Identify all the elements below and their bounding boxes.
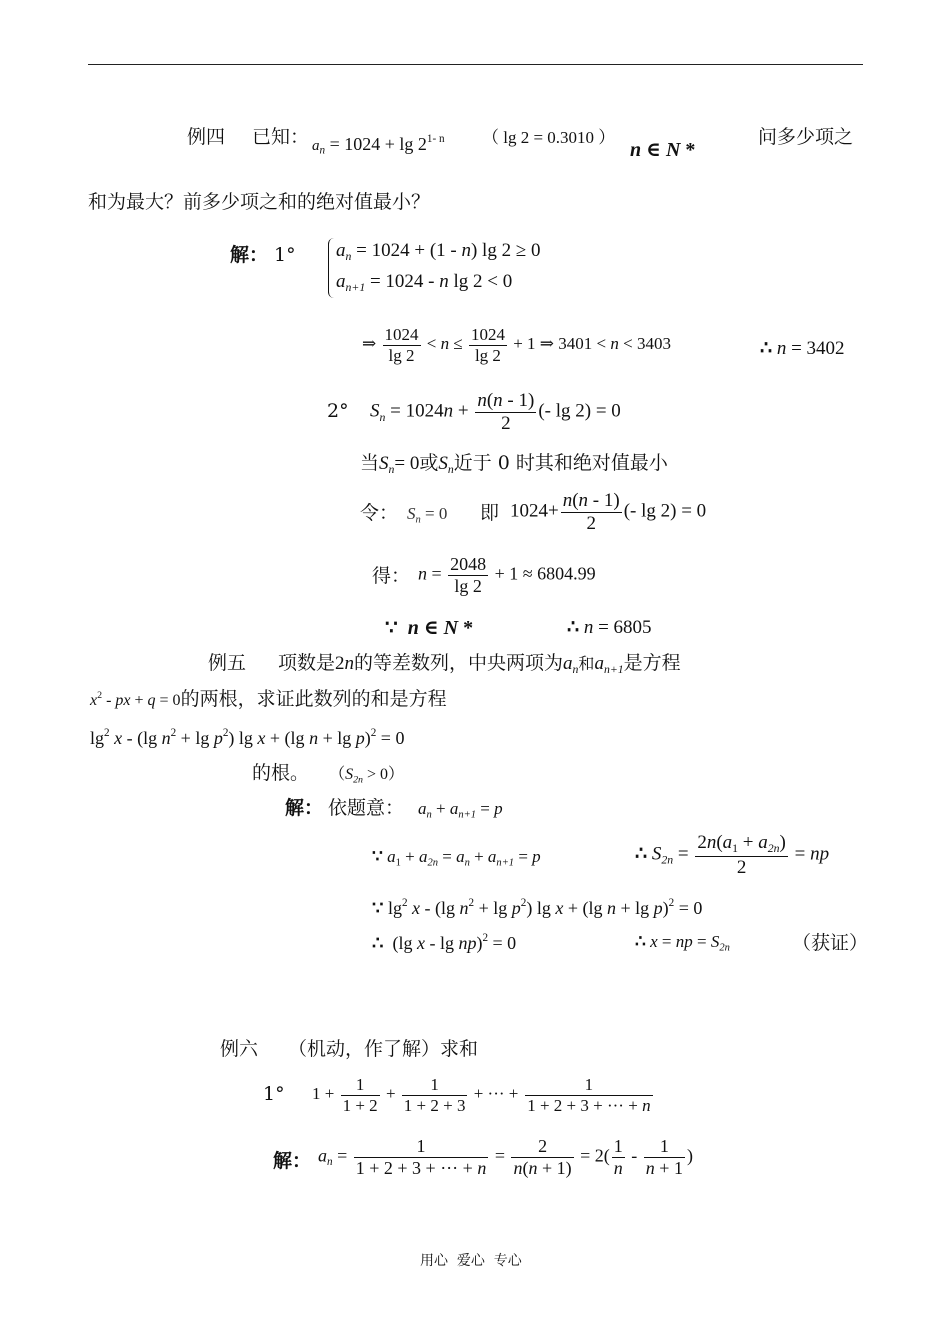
ex6-sum: 1 + $\frac{1}{1 + 2}$ + $\frac{1}{1 + 2 + 3}$ + ··· + $\frac{1}{1 + 2 + 3 + \cdot\cdot\cdot + n}$ [312,1075,655,1115]
ex6-solution-label: 解： [273,1150,312,1172]
ex4-given-formula: $a_n = 1024 + \lg 2^{1- n}$ [312,133,445,157]
ex4-because-domain: ∵ n ∈ N * [385,617,474,639]
ex4-sn-formula: $S_n = 1024n$ + $\frac{n(n - 1)}{2}$ (- lg 2) = 0 [370,390,621,434]
ex4-implication: ⇒ $\frac{1024}{\lg 2}$ < n ≤ $\frac{1024}{\lg 2}$ + 1 ⇒ 3401 < n < 3403 [362,325,671,365]
ex5-proved: （获证） [792,932,869,954]
ex4-result1: ∴ n = 3402 [760,338,845,359]
ex5-sol-intro-eq: $a_n + a_{n+1} = p$ [418,799,503,821]
ex4-let-label: 令： [360,502,399,524]
ex4-question-line1: 问多少项之 [758,126,854,148]
ex4-title: 例四 [187,126,226,148]
page-footer: 用心 爱心 专心 [420,1253,522,1269]
ex4-system-eq1: $a_n = 1024 + (1 - n)$ lg 2 ≥ 0 [336,240,541,264]
ex6-solution-eq: $a_n$ = $\frac{1}{1 + 2 + 3 + \cdot\cdot\cdot + n}$ = $\frac{2}{n(n + 1)}$ = 2( $\frac{1}{n}$ - $\frac{1}{n + 1}$ ) [318,1136,693,1178]
ex4-solution-label: 解： [230,244,269,266]
ex5-reason2: ∵ $\lg^2 x - (\lg$ $n^2 + \lg p^2$) lg x + (lg n + lg p)$^2$ = 0 [372,897,703,918]
ex5-equation: $\lg^2 x - (\lg$ $n^2 + \lg p^2$) lg x + (lg n + lg p)$^2$ = 0 [90,727,405,748]
ex4-ji-label: 即 [480,502,500,524]
ex4-ji-eq: 1024+ $\frac{n(n - 1)}{2}$ (- lg 2) = 0 [510,490,707,534]
ex4-de-eq: n = $\frac{2048}{\lg 2}$ + 1 ≈ 6804.99 [418,554,596,596]
ex4-step1-label: 1° [274,244,296,266]
ex6-step-label: 1° [263,1083,285,1105]
ex5-title: 例五 [208,652,247,674]
ex5-reason3: ∴ (lg x - lg np)$^2$ = 0 [372,932,517,953]
ex5-reason1b: ∴ $S_{2n}$ = $\frac{2n(a_1 + a_{2n})}{2}$ = np [635,832,830,878]
ex4-condition: （ lg 2 = 0.3010 ） [482,128,616,147]
ex5-line1: 项数是2n的等差数列，中央两项为$a_n$和$a_{n+1}$是方程 [278,652,681,677]
ex5-reason1: ∵ $a_1 + a_{2n} = a_n + a_{n+1} = p$ [372,847,541,869]
ex4-step2-label: 2° [327,400,349,422]
ex5-line2: $x^2$ - px + q = 0的两根，求证此数列的和是方程 [90,688,447,710]
ex5-sol-intro: 依题意： [328,797,405,819]
ex4-given-label: 已知： [252,126,310,148]
ex6-title: 例六 [220,1038,259,1060]
ex4-de-label: 得： [372,565,411,587]
ex4-result2: ∴ n = 6805 [567,617,652,638]
ex5-solution-label: 解： [285,797,324,819]
ex6-desc: （机动，作了解）求和 [288,1038,479,1060]
ex4-let-eq: $S_n = 0$ [407,504,448,526]
header-rule [88,64,863,65]
ex4-domain: n ∈ N * [630,139,696,161]
ex4-note: 当$S_n= 0$或$S_n$近于 0 时其和绝对值最小 [360,452,668,477]
ex5-line4: 的根。 $(S_{2n} > 0)$ [252,762,405,786]
ex5-reason3b: ∴ x = np = $S_{2n}$ [635,932,730,954]
ex4-question-line2: 和为最大？前多少项之和的绝对值最小？ [88,191,431,213]
ex4-system-eq2: $a_{n+1} = 1024 - n$ lg 2 < 0 [336,271,513,295]
